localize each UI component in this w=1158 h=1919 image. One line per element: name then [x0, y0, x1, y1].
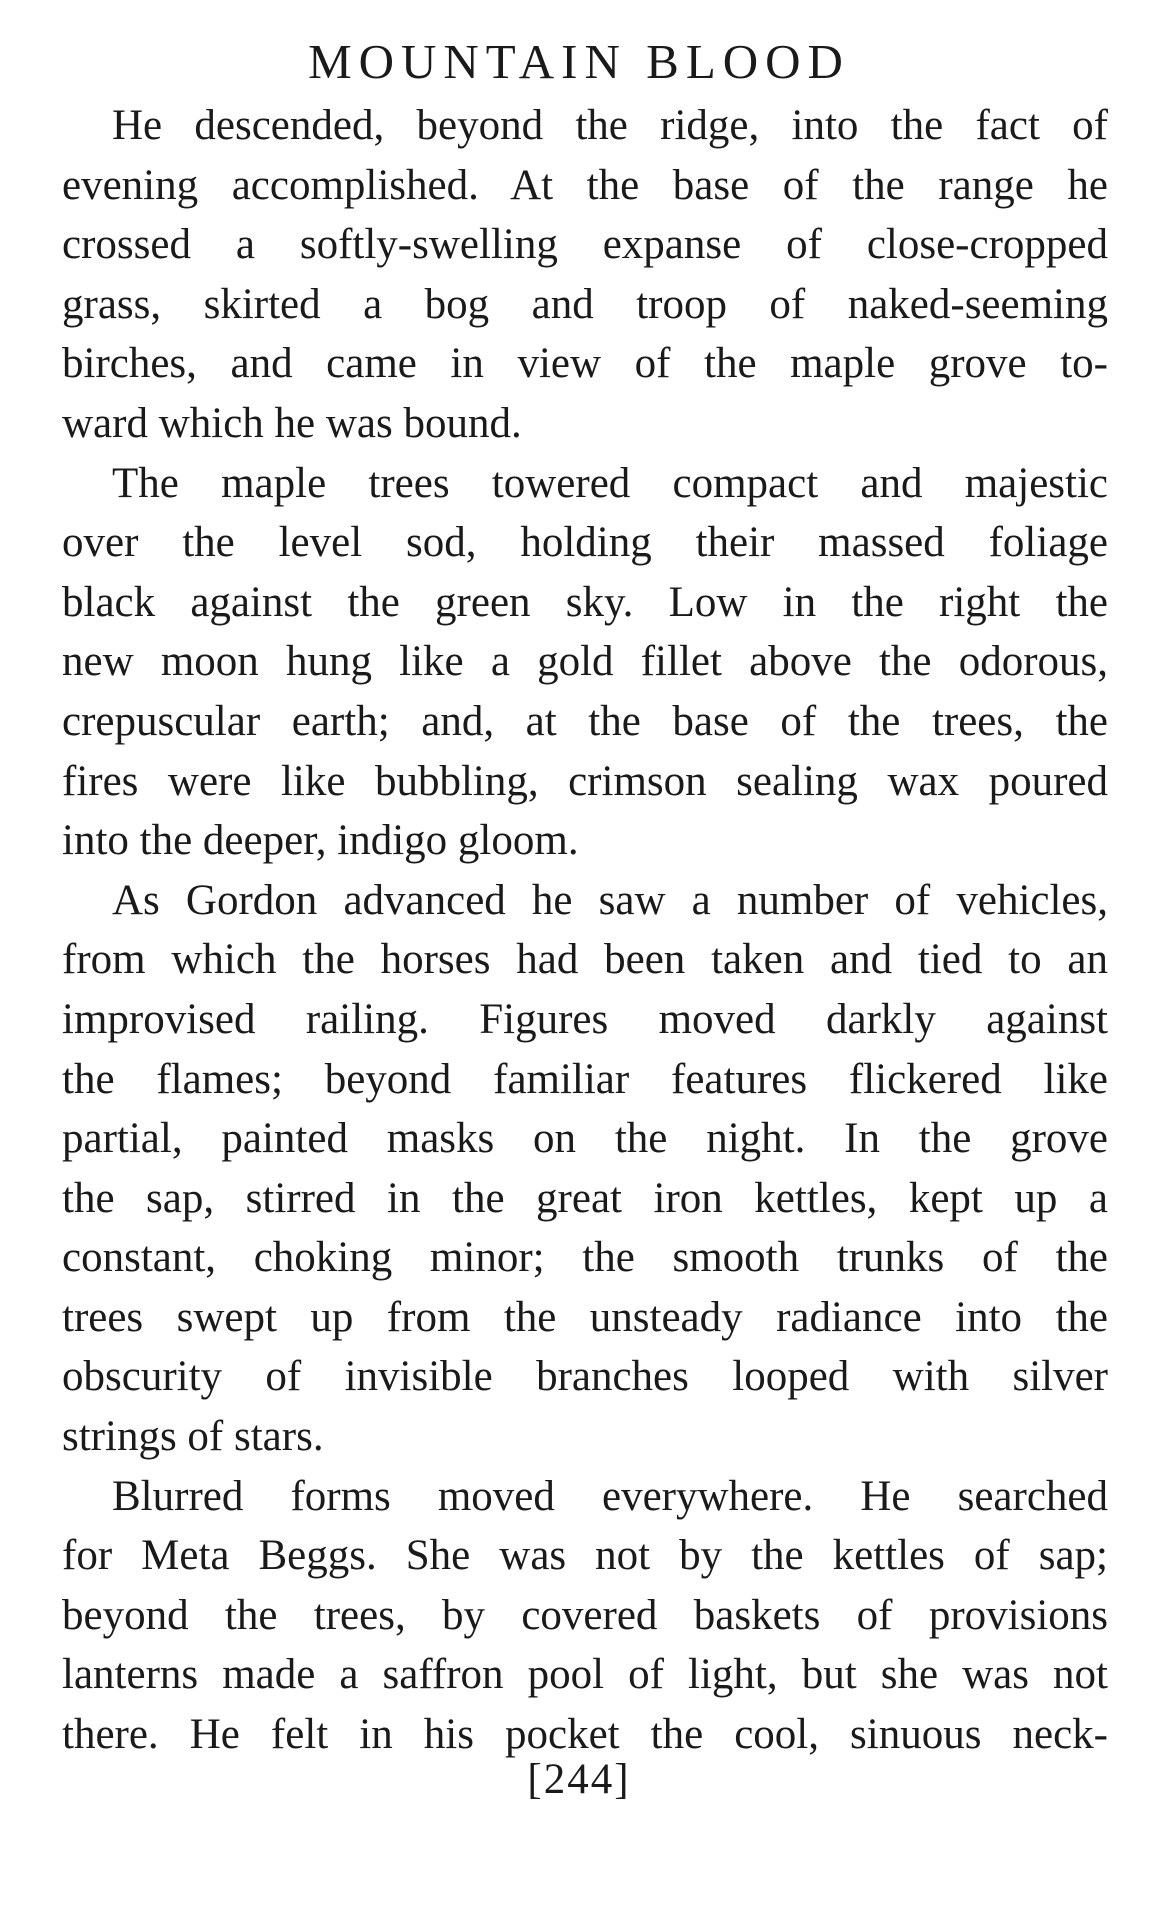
text-line: crossed a softly-swelling expanse of close-cropped: [62, 221, 1108, 269]
text-line: black against the green sky. Low in the right the: [62, 578, 1108, 626]
text-line: crepuscular earth; and, at the base of the trees, the: [62, 697, 1108, 745]
text-line: constant, choking minor; the smooth trunks of the: [62, 1234, 1108, 1282]
text-line: birches, and came in view of the maple grove to-: [62, 340, 1108, 388]
text-line: the flames; beyond familiar features flickered like: [62, 1055, 1108, 1103]
text-line: grass, skirted a bog and troop of naked-seeming: [62, 280, 1108, 328]
body-text: [62, 96, 1108, 1765]
text-line: improvised railing. Figures moved darkly against: [62, 995, 1108, 1043]
text-line: The maple trees towered compact and majestic: [112, 459, 1108, 507]
text-line: from which the horses had been taken and tied to an: [62, 936, 1108, 984]
text-line: strings of stars.: [62, 1413, 324, 1461]
text-line: fires were like bubbling, crimson sealing wax poured: [62, 757, 1108, 805]
page-number: [244]: [527, 1756, 631, 1803]
text-line: beyond the trees, by covered baskets of provisions: [62, 1591, 1108, 1639]
text-line: for Meta Beggs. She was not by the kettles of sap;: [62, 1532, 1108, 1580]
text-line: over the level sod, holding their massed foliage: [62, 519, 1108, 567]
text-line: evening accomplished. At the base of the range he: [62, 161, 1108, 209]
paragraph: [62, 454, 1108, 871]
text-line: trees swept up from the unsteady radiance into the: [62, 1293, 1108, 1341]
paragraph: [62, 871, 1108, 1467]
text-line: partial, painted masks on the night. In the grove: [62, 1115, 1108, 1163]
text-line: He descended, beyond the ridge, into the fact of: [112, 102, 1108, 149]
text-line: the sap, stirred in the great iron kettles, kept up a: [62, 1174, 1108, 1222]
text-line: into the deeper, indigo gloom.: [62, 817, 579, 865]
paragraph: [62, 96, 1108, 454]
paragraph: [62, 1467, 1108, 1765]
text-line: As Gordon advanced he saw a number of vehicles,: [112, 876, 1108, 924]
running-head: MOUNTAIN BLOOD: [308, 34, 850, 89]
text-line: obscurity of invisible branches looped with silver: [62, 1353, 1108, 1401]
text-line: there. He felt in his pocket the cool, sinuous neck-: [62, 1711, 1108, 1759]
text-line: new moon hung like a gold fillet above the odorous,: [62, 638, 1108, 686]
text-line: lanterns made a saffron pool of light, but she was not: [62, 1651, 1108, 1699]
text-line: ward which he was bound.: [62, 399, 522, 447]
text-line: Blurred forms moved everywhere. He searched: [112, 1472, 1108, 1520]
